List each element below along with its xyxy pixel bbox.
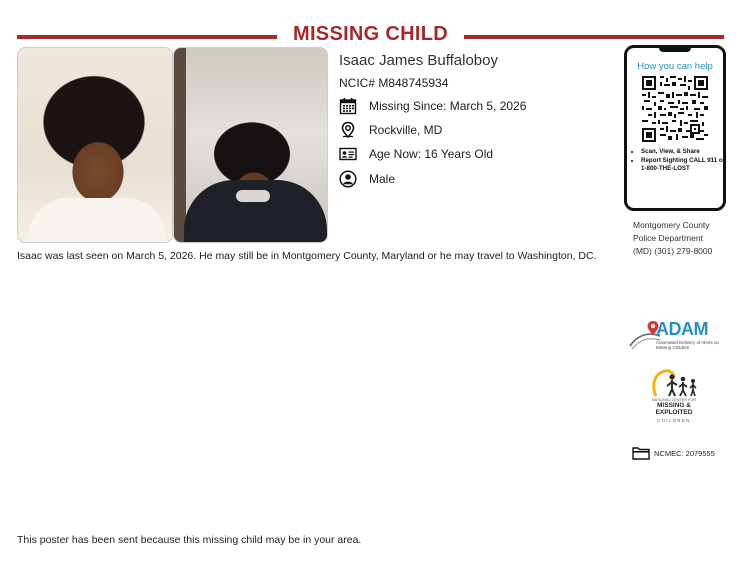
help-title: How you can help <box>637 61 713 72</box>
ncmec-figures-icon <box>650 368 700 398</box>
detail-text: Missing Since: March 5, 2026 <box>369 99 527 113</box>
agency-line-2: Police Department <box>633 233 703 243</box>
ncmec-id-text: NCMEC: 2079555 <box>654 449 715 458</box>
id-card-icon <box>339 145 357 163</box>
photo-shirt <box>28 198 166 242</box>
header-rule-right <box>464 35 724 39</box>
ncmec-line-1: MISSING & <box>657 402 691 409</box>
calendar-icon <box>339 97 357 115</box>
page-title: MISSING CHILD <box>292 23 448 45</box>
location-pin-icon <box>339 121 357 139</box>
phone-notch <box>659 48 691 52</box>
agency-line-1: Montgomery County <box>633 220 710 230</box>
ncmec-line-3: CHILDREN <box>657 418 691 423</box>
folder-icon <box>632 446 650 460</box>
help-step: • Report Sighting CALL 911 or 1-800-THE-LOST <box>641 157 731 174</box>
agency-phone: (MD) (301) 279-8000 <box>633 246 713 256</box>
photo-collar <box>236 190 270 202</box>
footer-notice: This poster has been sent because this missing child may be in your area. <box>17 534 362 546</box>
ncmec-logo <box>646 368 702 428</box>
help-steps-list <box>631 148 731 174</box>
ncmec-line-2: EXPLOITED <box>655 408 693 416</box>
detail-text: Male <box>369 172 396 186</box>
case-description: Isaac was last seen on March 5, 2026. He may still be in Montgomery County, Maryland or he may travel to Washington, DC. <box>17 250 597 262</box>
agency-contact <box>633 219 712 258</box>
child-photo-1 <box>17 47 173 243</box>
child-name: Isaac James Buffaloboy <box>339 52 498 69</box>
ncmec-small-text: NATIONAL CENTER FOR <box>651 398 697 402</box>
photo-tree <box>174 48 186 242</box>
header-rule-left <box>17 35 277 39</box>
child-photo-2 <box>173 47 328 243</box>
help-phone-panel <box>624 45 726 211</box>
help-step: • Scan, View, & Share <box>641 148 731 157</box>
adam-logo <box>628 318 720 354</box>
person-icon <box>339 170 357 188</box>
qr-code-icon[interactable] <box>642 76 708 142</box>
detail-text: Age Now: 16 Years Old <box>369 147 494 161</box>
adam-subtitle: Automated Delivery of Alerts on Missing Children <box>656 340 720 350</box>
ncic-number: NCIC# M848745934 <box>339 76 449 90</box>
adam-wordmark: ADAM <box>656 319 708 339</box>
detail-text: Rockville, MD <box>369 123 443 137</box>
ncmec-wordmark <box>646 403 702 416</box>
